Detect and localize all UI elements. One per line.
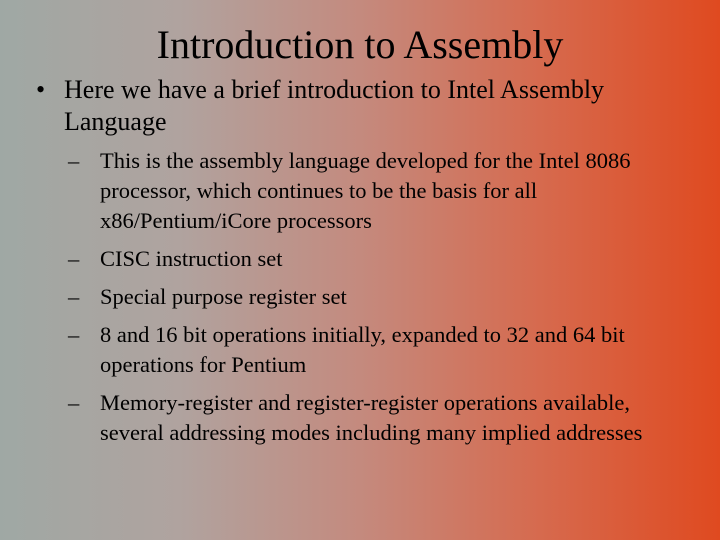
bullet-text: Here we have a brief introduction to Intel Assembly Language xyxy=(64,75,605,136)
sub-bullet-marker: – xyxy=(68,148,80,173)
sub-bullet-marker: – xyxy=(68,284,80,309)
sub-bullet-marker: – xyxy=(68,390,80,415)
sub-bullet-text: 8 and 16 bit operations initially, expanded to 32 and 64 bit operations for Pentium xyxy=(100,322,625,377)
sub-bullet-item xyxy=(68,146,696,236)
sub-bullet-text: This is the assembly language developed for the Intel 8086 processor, which continues to be the basis for all x86/Pentium/iCore processors xyxy=(100,148,631,233)
sub-bullet-text: CISC instruction set xyxy=(100,246,283,271)
sub-bullet-item xyxy=(68,320,696,380)
sub-bullet-item xyxy=(68,244,696,274)
bullet-list xyxy=(36,74,696,456)
sub-bullet-marker: – xyxy=(68,246,80,271)
sub-bullet-list xyxy=(64,146,696,448)
sub-bullet-item xyxy=(68,388,696,448)
sub-bullet-marker: – xyxy=(68,322,80,347)
bullet-marker: • xyxy=(36,75,46,104)
sub-bullet-text: Memory-register and register-register operations available, several addressing modes including many implied addresses xyxy=(100,390,643,445)
sub-bullet-text: Special purpose register set xyxy=(100,284,347,309)
slide-title: Introduction to Assembly xyxy=(156,22,564,67)
sub-bullet-item xyxy=(68,282,696,312)
bullet-item xyxy=(36,74,696,448)
